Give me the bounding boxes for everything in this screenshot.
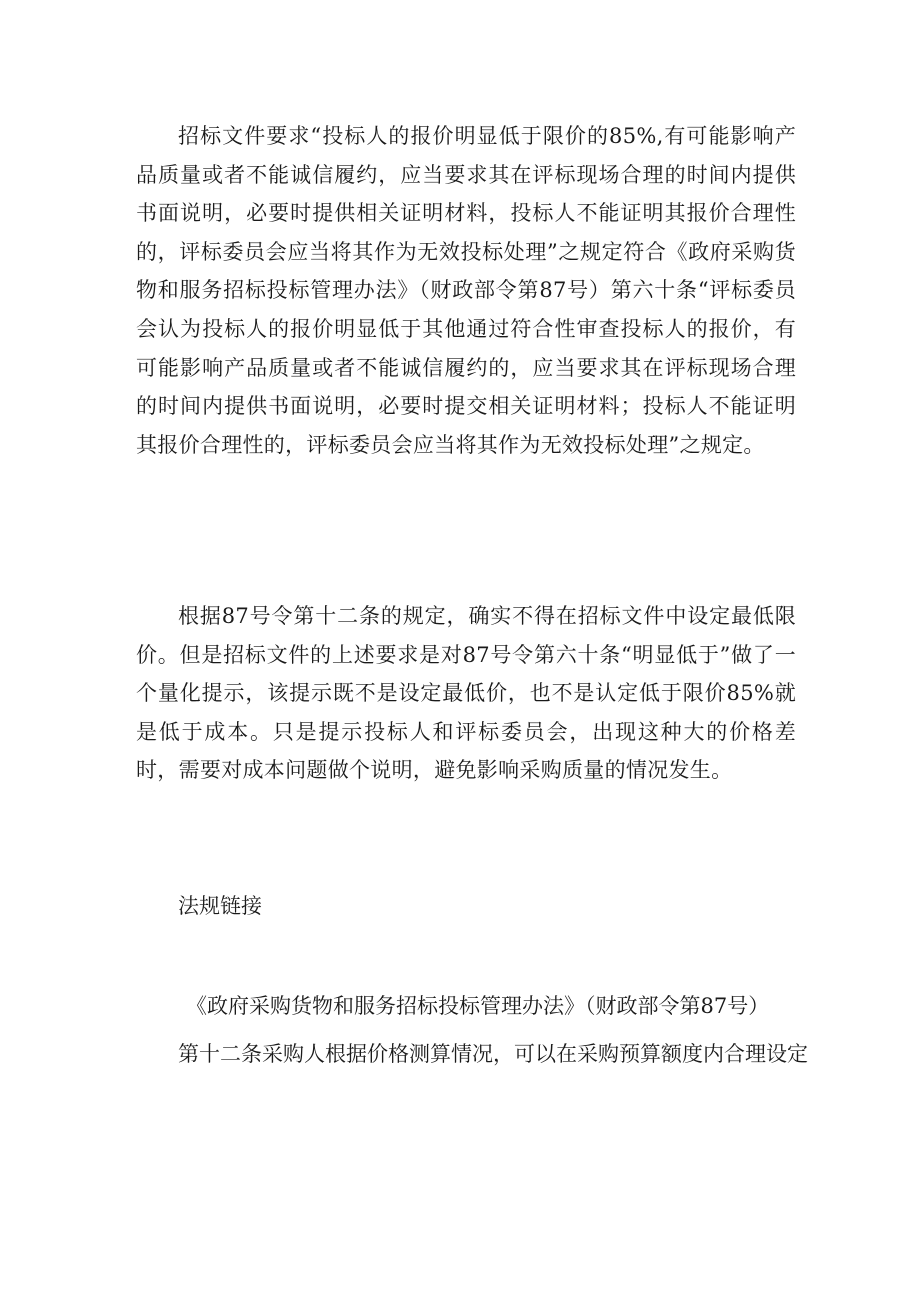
section-heading-regulation-links: 法规链接	[178, 894, 262, 918]
law-title: 《政府采购货物和服务招标投标管理办法》（财政部令第87号）	[186, 994, 770, 1018]
paragraph-price-requirement: 招标文件要求“投标人的报价明显低于限价的85%,有可能影响产品质量或者不能诚信履约，应当要求其在评标现场合理的时间内提供书面说明，必要时提供相关证明材料，投标人不能证明其报价合理性的，评标委员会应当将其作为无效投标处理”之规定符合《政府采购货物和服务招标投标管理办法》（财政部令第87号）第六十条“评标委员会认为投标人的报价明显低于其他通过符合性审查投标人的报价，有可能影响产品质量或者不能诚信履约的，应当要求其在评标现场合理的时间内提供书面说明，必要时提交相关证明材料；投标人不能证明其报价合理性的，评标委员会应当将其作为无效投标处理”之规定。	[136, 124, 796, 457]
article-12-text: 第十二条采购人根据价格测算情况，可以在采购预算额度内合理设定	[178, 1042, 808, 1066]
paragraph-article-12-explanation: 根据87号令第十二条的规定，确实不得在招标文件中设定最低限价。但是招标文件的上述要求是对87号令第六十条“明显低于”做了一个量化提示，该提示既不是设定最低价，也不是认定低于限价85%就是低于成本。只是提示投标人和评标委员会，出现这种大的价格差时，需要对成本问题做个说明，避免影响采购质量的情况发生。	[136, 604, 796, 783]
